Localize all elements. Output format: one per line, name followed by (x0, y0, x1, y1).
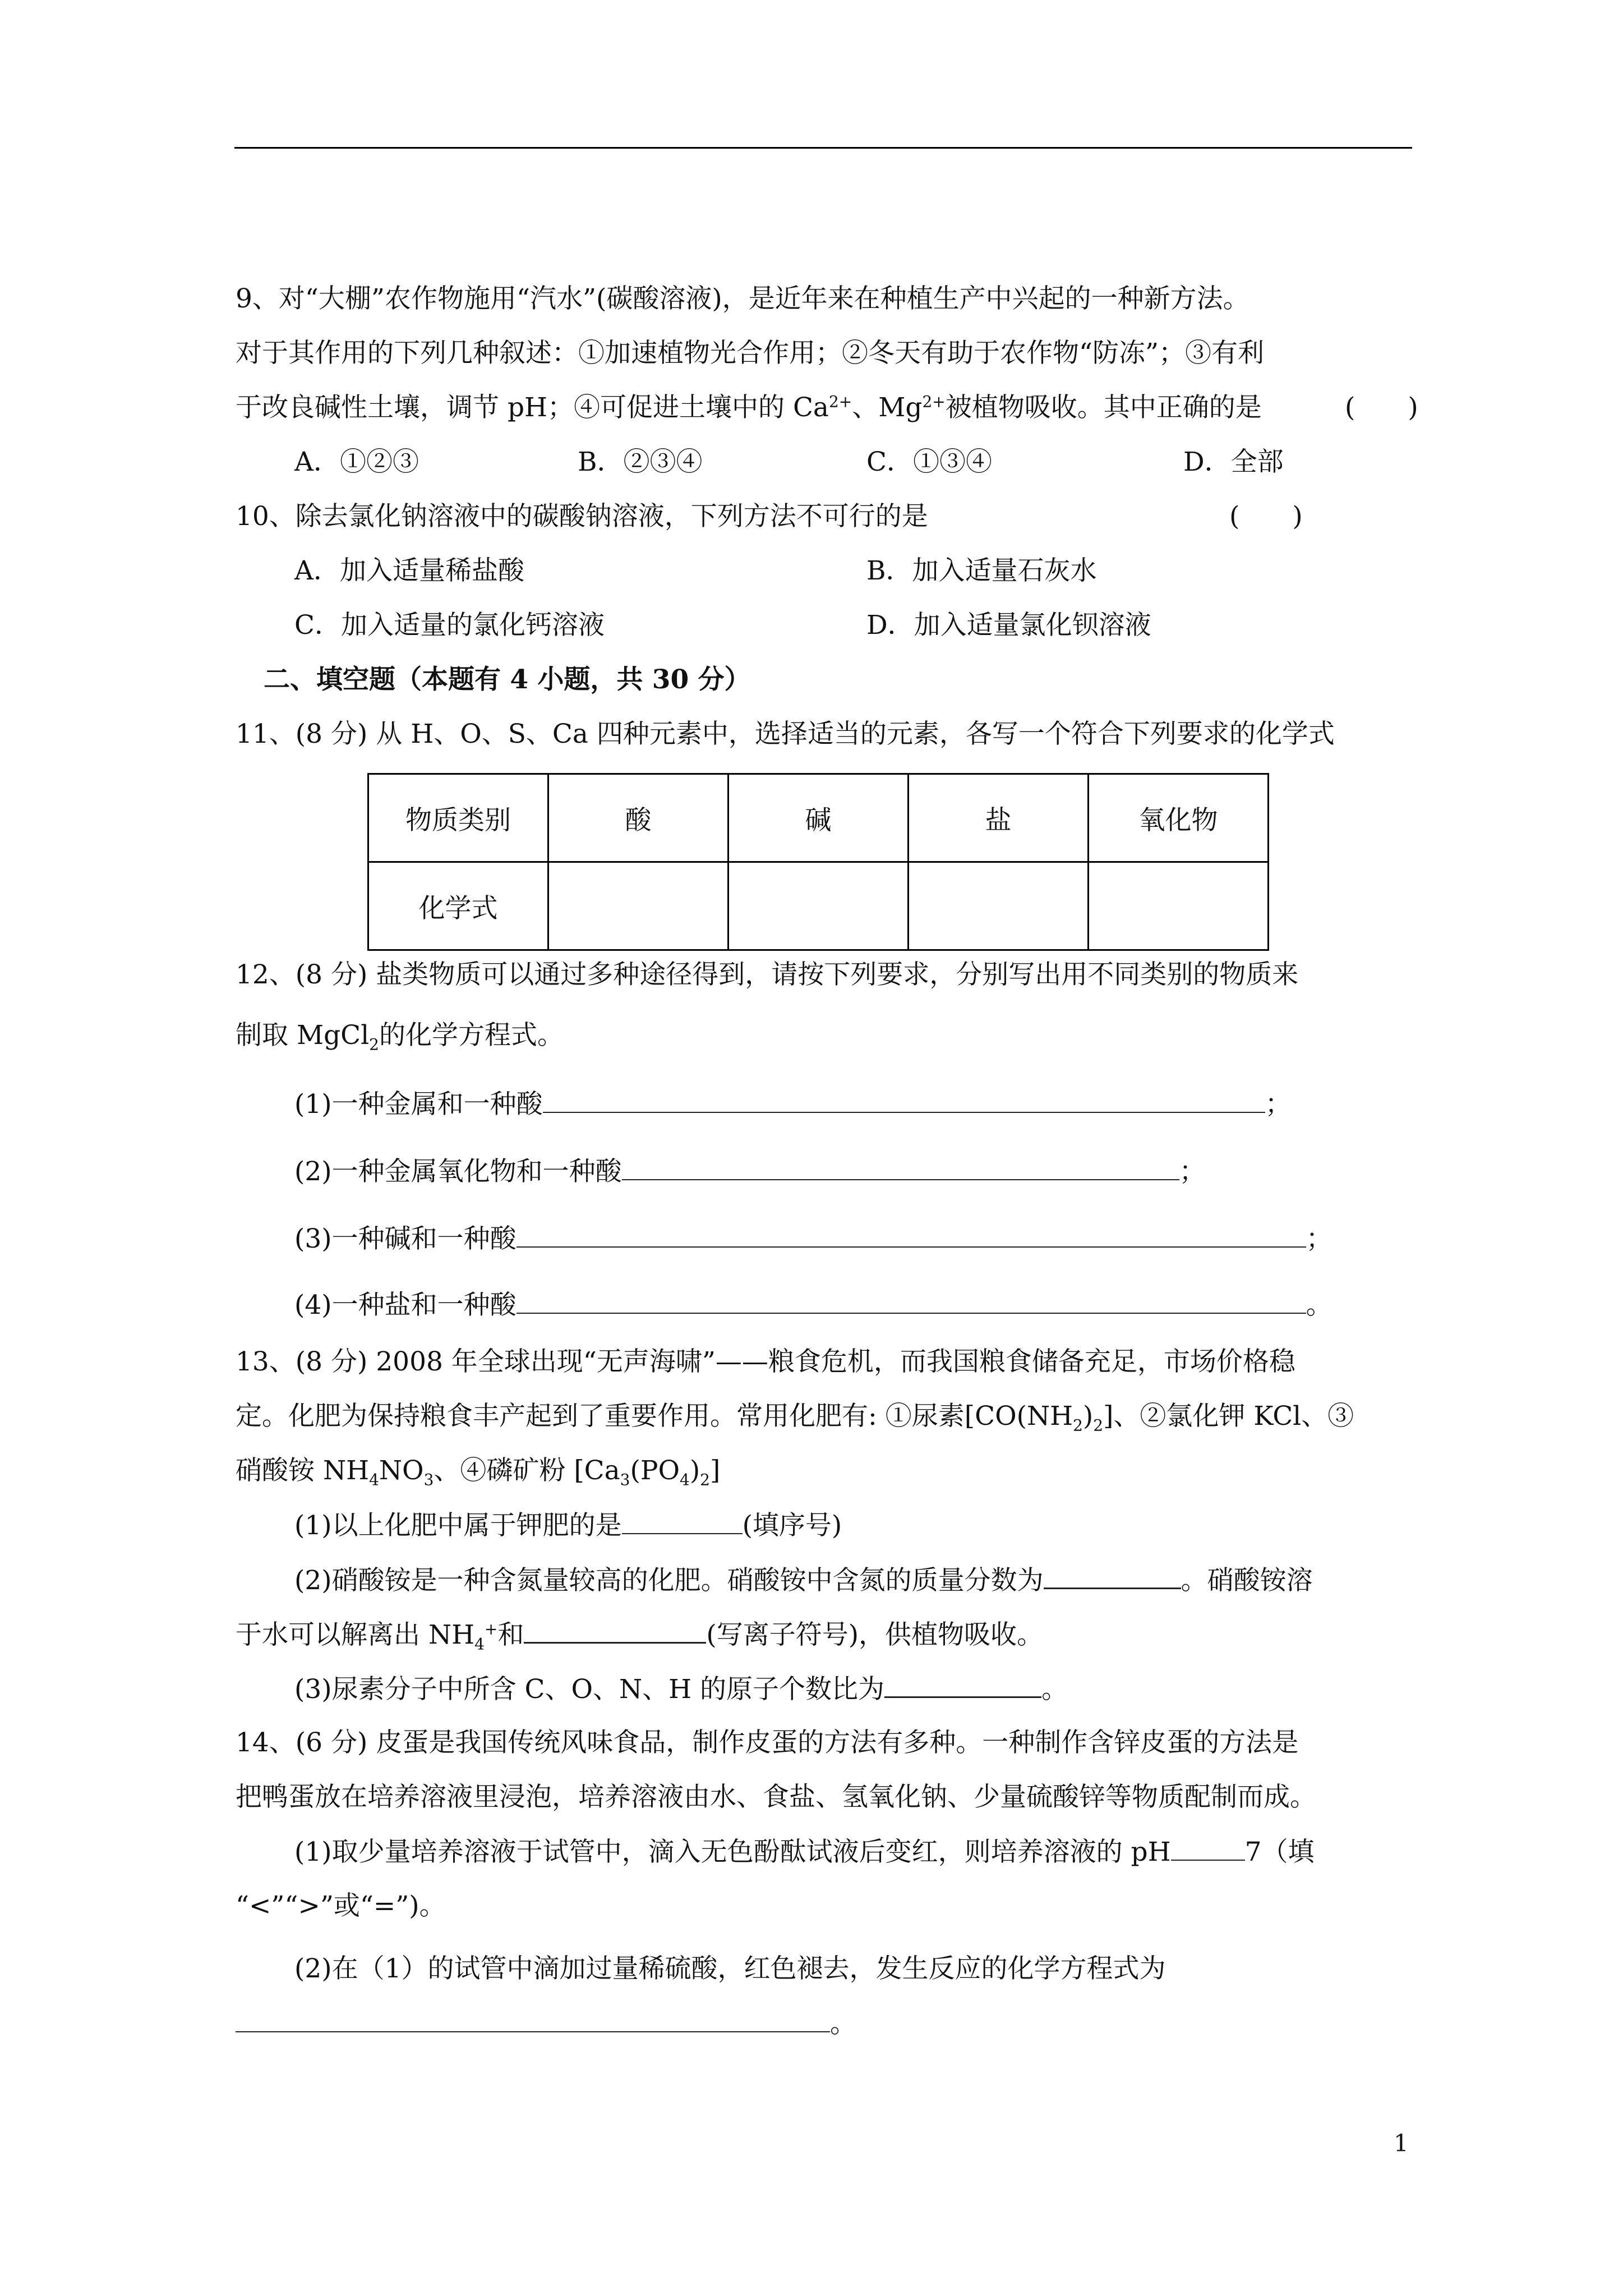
table-header-cell: 盐 (909, 774, 1089, 862)
table-header-cell: 氧化物 (1089, 774, 1269, 862)
q9-option-c: C．①③④ (866, 447, 992, 477)
q9-line1: 9、对“大棚”农作物施用“汽水”(碳酸溶液)，是近年来在种植生产中兴起的一种新方法。 (236, 283, 1249, 314)
section-title: 二、填空题（本题有 4 小题，共 30 分） (264, 664, 751, 695)
answer-blank[interactable] (236, 2007, 830, 2032)
header-rule (234, 147, 1412, 149)
q12-item-1: (1)一种金属和一种酸 ； (294, 1087, 1292, 1121)
q10-option-c: C．加入适量的氯化钙溶液 (294, 610, 605, 641)
q13-line2: 定。化肥为保持粮食丰产起到了重要作用。常用化肥有: ①尿素$[CO(NH_2)_2]$、②氯化钾 KCl、③ (236, 1401, 1354, 1435)
q11-stem: 11、(8 分) 从 H、O、S、Ca 四种元素中，选择适当的元素，各写一个符合下列要求的化学式 (236, 719, 1335, 749)
page-number: 1 (1394, 2129, 1409, 2157)
q12-line2: 制取 MgCl$_2$的化学方程式。 (236, 1020, 564, 1054)
q9-answer-paren: ( ) (1345, 392, 1418, 423)
q12-item-4: (4)一种盐和一种酸 。 (294, 1288, 1332, 1322)
q13-sub-2-cont: 于水可以解离出 $NH_4^+$和 (写离子符号)，供植物吸收。 (236, 1617, 1043, 1652)
table-header-row (368, 774, 1269, 862)
answer-cell-acid[interactable] (548, 862, 728, 950)
q12-item-3: (3)一种碱和一种酸 ； (294, 1222, 1332, 1256)
table-header-cell: 物质类别 (368, 774, 548, 862)
answer-blank[interactable] (1171, 1835, 1245, 1861)
answer-blank[interactable] (524, 1617, 706, 1644)
q9-line3: 于改良碱性土壤，调节 pH；④可促进土壤中的 $Ca^{2+}$、$Mg^{2+}$被植物吸收。其中正确的是 (236, 392, 1262, 423)
answer-blank[interactable] (884, 1672, 1041, 1698)
q14-sub-2-blank-line: 。 (236, 2007, 856, 2041)
q10-option-d: D．加入适量氯化钡溶液 (866, 610, 1151, 641)
answer-blank[interactable] (622, 1508, 743, 1534)
q14-sub-1-cont: “<”“>”或“=”)。 (236, 1890, 446, 1921)
q13-sub-3: (3)尿素分子中所含 C、O、N、H 的原子个数比为 。 (294, 1672, 1068, 1706)
q14-sub-2: (2)在（1）的试管中滴加过量稀硫酸，红色褪去，发生反应的化学方程式为 (294, 1953, 1166, 1984)
q10-stem: 10、除去氯化钠溶液中的碳酸钠溶液，下列方法不可行的是 (236, 501, 928, 532)
q9-line2: 对于其作用的下列几种叙述：①加速植物光合作用；②冬天有助于农作物“防冻”；③有利 (236, 338, 1265, 369)
q10-option-a: A．加入适量稀盐酸 (294, 555, 524, 586)
answer-cell-salt[interactable] (909, 862, 1089, 950)
q13-sub-1: (1)以上化肥中属于钾肥的是 (填序号) (294, 1508, 842, 1543)
answer-cell-base[interactable] (728, 862, 909, 950)
table-row (368, 862, 1269, 950)
answer-blank[interactable] (517, 1288, 1306, 1314)
answer-blank[interactable] (1044, 1563, 1181, 1589)
table-header-cell: 酸 (548, 774, 728, 862)
q9-option-d: D．全部 (1183, 447, 1284, 477)
table-row-label: 化学式 (368, 862, 548, 950)
q13-line3: 硝酸铵 $NH_4NO_3$、④磷矿粉 $[Ca_3(PO_4)_2]$ (236, 1455, 721, 1489)
q14-line2: 把鸭蛋放在培养溶液里浸泡，培养溶液由水、食盐、氢氧化钠、少量硫酸锌等物质配制而成。 (236, 1782, 1316, 1812)
q9-option-a: A．①②③ (294, 447, 419, 477)
q13-sub-2: (2)硝酸铵是一种含氮量较高的化肥。硝酸铵中含氮的质量分数为 。硝酸铵溶 (294, 1563, 1313, 1598)
chemical-formula-table (367, 773, 1269, 951)
q13-line1: 13、(8 分) 2008 年全球出现“无声海啸”——粮食危机，而我国粮食储备充足，市场价格稳 (236, 1346, 1295, 1377)
q10-answer-paren: ( ) (1229, 501, 1303, 532)
q12-item-2: (2)一种金属氧化物和一种酸 ； (294, 1154, 1206, 1189)
q10-option-b: B．加入适量石灰水 (866, 555, 1097, 586)
q14-sub-1: (1)取少量培养溶液于试管中，滴入无色酚酞试液后变红，则培养溶液的 pH 7（填 (294, 1835, 1315, 1869)
q14-line1: 14、(6 分) 皮蛋是我国传统风味食品，制作皮蛋的方法有多种。一种制作含锌皮蛋的方法是 (236, 1727, 1299, 1758)
answer-blank[interactable] (622, 1154, 1179, 1180)
q12-line1: 12、(8 分) 盐类物质可以通过多种途径得到，请按下列要求，分别写出用不同类别的物质来 (236, 959, 1299, 990)
answer-cell-oxide[interactable] (1089, 862, 1269, 950)
answer-blank[interactable] (543, 1087, 1265, 1113)
q9-option-b: B．②③④ (578, 447, 703, 477)
table-header-cell: 碱 (728, 774, 909, 862)
answer-blank[interactable] (517, 1222, 1306, 1248)
